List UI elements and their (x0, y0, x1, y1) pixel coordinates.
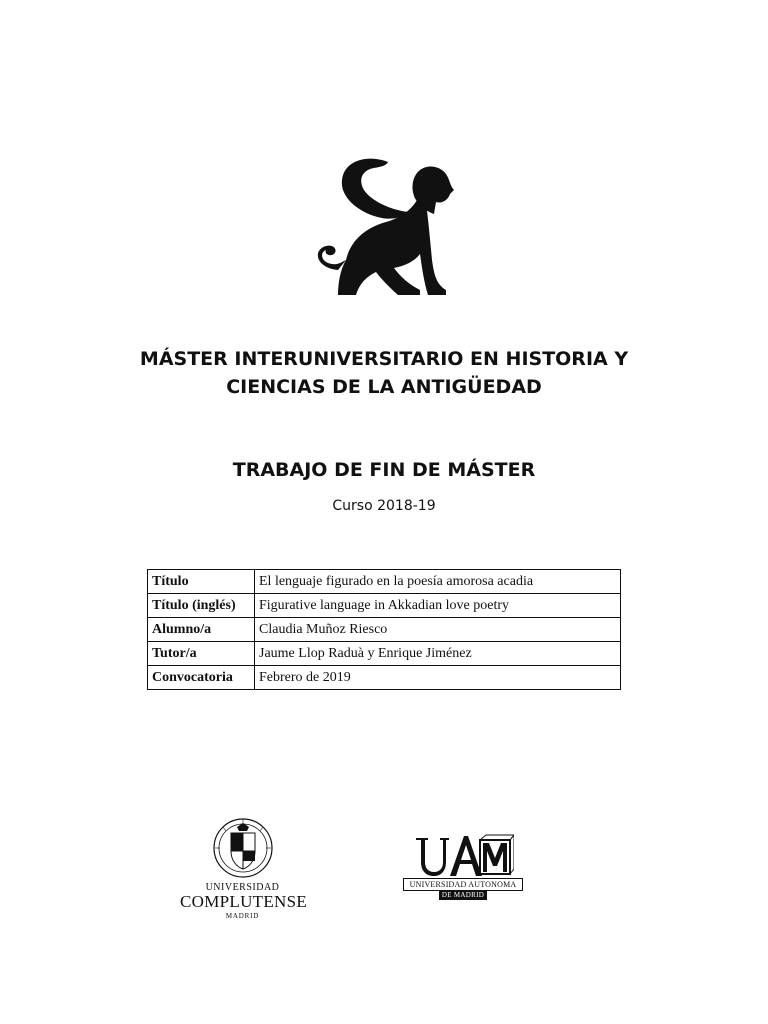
table-label: Alumno/a (148, 618, 255, 642)
table-row (148, 594, 621, 618)
table-row (148, 666, 621, 690)
table-value: Figurative language in Akkadian love poetry (255, 594, 621, 618)
program-title-line2: CIENCIAS DE LA ANTIGÜEDAD (226, 376, 542, 398)
uam-line2: DE MADRID (439, 891, 487, 900)
table-label: Título (148, 570, 255, 594)
ucm-seal-icon (211, 815, 275, 881)
uam-logo (402, 834, 524, 904)
ucm-logo (180, 815, 308, 925)
course-year: Curso 2018-19 (332, 498, 436, 514)
table-label: Tutor/a (148, 642, 255, 666)
table-label: Título (inglés) (148, 594, 255, 618)
table-value: Jaume Llop Raduà y Enrique Jiménez (255, 642, 621, 666)
table-label: Convocatoria (148, 666, 255, 690)
table-row (148, 642, 621, 666)
table-row (148, 618, 621, 642)
sphinx-icon (308, 150, 458, 300)
program-title-line1: MÁSTER INTERUNIVERSITARIO EN HISTORIA Y (139, 348, 629, 370)
ucm-line1: UNIVERSIDAD (205, 882, 280, 893)
uam-logo-icon (414, 834, 514, 878)
table-row (148, 570, 621, 594)
thesis-info-table (147, 569, 621, 690)
uam-line1: UNIVERSIDAD AUTONOMA (403, 878, 523, 891)
table-value: El lenguaje figurado en la poesía amorosa acadia (255, 570, 621, 594)
table-value: Claudia Muñoz Riesco (255, 618, 621, 642)
document-subtitle: TRABAJO DE FIN DE MÁSTER (232, 459, 536, 481)
program-title (0, 345, 768, 401)
ucm-line2: COMPLUTENSE (180, 892, 308, 911)
ucm-line3: MADRID (225, 912, 260, 920)
table-value: Febrero de 2019 (255, 666, 621, 690)
